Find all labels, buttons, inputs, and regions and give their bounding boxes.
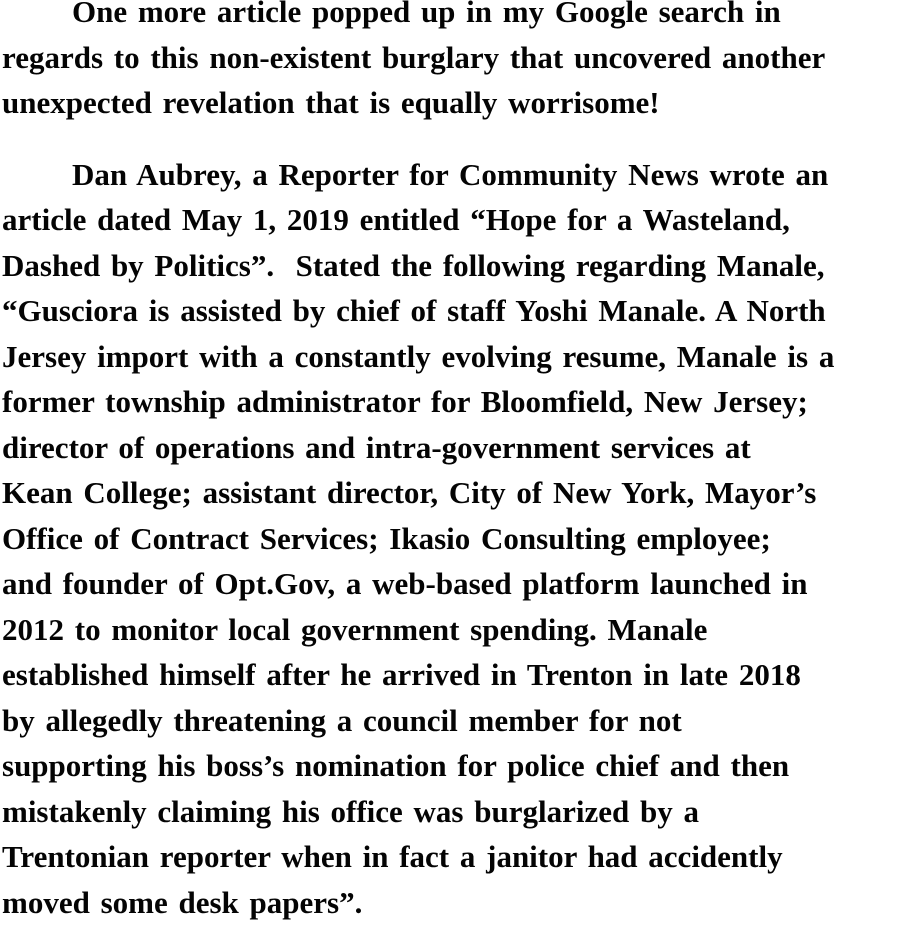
text-line: Kean College; assistant director, City of New York, Mayor’s [2,475,817,510]
text-line: regards to this non-existent burglary that uncovered another [2,39,826,75]
text-line: Dan Aubrey, a Reporter for Community News wrote an [72,156,829,192]
text-line: 2012 to monitor local government spending. Manale [2,611,708,647]
text-line: “Gusciora is assisted by chief of staff Yoshi Manale. A North [2,293,826,328]
text-line: Office of Contract Services; Ikasio Consulting employee; [2,520,771,556]
text-line: One more article popped up in my Google search in [72,0,781,29]
text-line: Dashed by Politics”. Stated the following regarding Manale, [2,247,825,283]
document-text [2,0,900,925]
text-line: former township administrator for Bloomfield, New Jersey; [2,384,808,419]
text-line: established himself after he arrived in Trenton in late 2018 [2,657,801,692]
paragraph-2 [2,152,900,926]
text-line: by allegedly threatening a council member for not [2,702,682,738]
text-line: director of operations and intra-government services at [2,429,751,465]
text-line: Trentonian reporter when in fact a janitor had accidently [2,839,783,874]
text-line: unexpected revelation that is equally worrisome! [2,85,660,120]
text-line: and founder of Opt.Gov, a web-based platform launched in [2,566,808,601]
text-line: supporting his boss’s nomination for police chief and then [2,748,790,783]
text-line: moved some desk papers”. [2,884,363,920]
text-line: mistakenly claiming his office was burglarized by a [2,793,699,829]
text-line: article dated May 1, 2019 entitled “Hope for a Wasteland, [2,202,790,237]
paragraph-1 [2,0,900,126]
text-line: Jersey import with a constantly evolving resume, Manale is a [2,338,835,374]
